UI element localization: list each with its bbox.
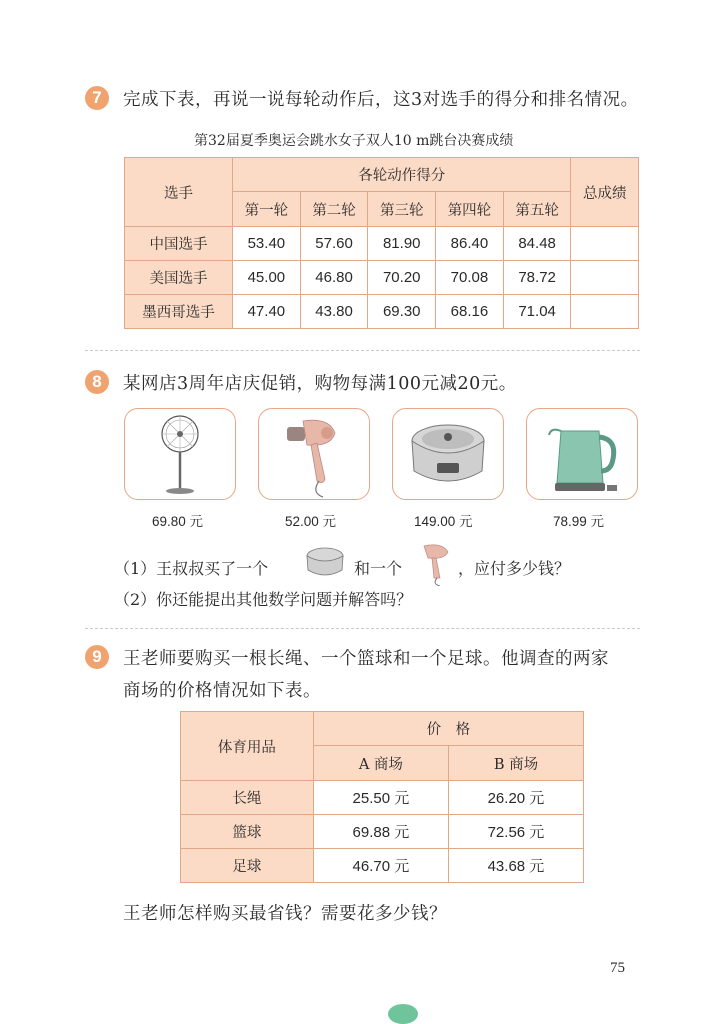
hair-dryer-icon: [420, 540, 454, 586]
player-name: 墨西哥选手: [125, 295, 233, 329]
price-cell: 72.56 元: [448, 815, 583, 849]
question-7-number: 7: [85, 86, 109, 110]
question-9-prompt-line-1: 王老师要购买一根长绳、一个篮球和一个足球。他调查的两家: [123, 649, 609, 669]
score-cell: 69.30: [368, 295, 436, 329]
price-cell: 43.68 元: [448, 849, 583, 883]
sub-question-1-part-a: （1）王叔叔买了一个: [114, 559, 269, 578]
price-cell: 46.70 元: [313, 849, 448, 883]
header-round-scores: 各轮动作得分: [233, 158, 571, 192]
question-8-number: 8: [85, 370, 109, 394]
item-name: 足球: [181, 849, 314, 883]
table-row: [181, 815, 584, 849]
diving-score-table: [124, 157, 639, 329]
table-row: [181, 781, 584, 815]
score-cell: 86.40: [436, 227, 504, 261]
score-cell: 70.20: [368, 261, 436, 295]
total-cell[interactable]: [571, 227, 639, 261]
sub-question-2: （2）你还能提出其他数学问题并解答吗？: [114, 590, 413, 609]
table-row: [181, 849, 584, 883]
header-store-a: A 商场: [313, 746, 448, 781]
product-card-kettle[interactable]: [526, 408, 638, 500]
product-card-rice-cooker[interactable]: [392, 408, 504, 500]
section-divider: [85, 350, 640, 351]
total-cell[interactable]: [571, 295, 639, 329]
product-card-hair-dryer[interactable]: [258, 408, 370, 500]
question-9-number: 9: [85, 645, 109, 669]
header-round-1: 第一轮: [233, 192, 301, 227]
sub-question-1-part-b: 和一个: [354, 559, 403, 578]
header-player: 选手: [125, 158, 233, 227]
score-cell: 45.00: [233, 261, 301, 295]
header-store-b: B 商场: [448, 746, 583, 781]
score-cell: 68.16: [436, 295, 504, 329]
score-cell: 53.40: [233, 227, 301, 261]
score-cell: 84.48: [503, 227, 571, 261]
question-9-final: 王老师怎样购买最省钱？需要花多少钱？: [123, 904, 447, 924]
question-9-prompt-line-2: 商场的价格情况如下表。: [123, 681, 321, 701]
electric-fan-icon: [125, 409, 235, 499]
bottom-decoration: [388, 1004, 418, 1024]
total-cell[interactable]: [571, 261, 639, 295]
question-7-prompt: 完成下表，再说一说每轮动作后，这3对选手的得分和排名情况。: [123, 90, 639, 110]
price-cell: 69.88 元: [313, 815, 448, 849]
header-item: 体育用品: [181, 712, 314, 781]
price-cell: 26.20 元: [448, 781, 583, 815]
header-round-5: 第五轮: [503, 192, 571, 227]
question-8-prompt: 某网店3周年店庆促销，购物每满100元减20元。: [123, 374, 517, 394]
score-cell: 70.08: [436, 261, 504, 295]
section-divider: [85, 628, 640, 629]
score-cell: 57.60: [300, 227, 368, 261]
rice-cooker-icon: [393, 409, 503, 499]
rice-cooker-icon: [303, 544, 347, 580]
header-price: 价 格: [313, 712, 583, 746]
score-cell: 78.72: [503, 261, 571, 295]
table-row: [125, 261, 639, 295]
product-price-kettle: 78.99 元: [553, 514, 605, 529]
score-cell: 71.04: [503, 295, 571, 329]
header-round-4: 第四轮: [436, 192, 504, 227]
header-round-3: 第三轮: [368, 192, 436, 227]
item-name: 篮球: [181, 815, 314, 849]
sub-question-1-part-c: ，应付多少钱？: [458, 559, 571, 578]
score-cell: 43.80: [300, 295, 368, 329]
table-row: [125, 295, 639, 329]
product-card-fan[interactable]: [124, 408, 236, 500]
score-table-title: 第32届夏季奥运会跳水女子双人10 m跳台决赛成绩: [194, 133, 514, 149]
price-comparison-table: [180, 711, 584, 883]
score-cell: 81.90: [368, 227, 436, 261]
header-total: 总成绩: [571, 158, 639, 227]
price-cell: 25.50 元: [313, 781, 448, 815]
score-cell: 46.80: [300, 261, 368, 295]
player-name: 美国选手: [125, 261, 233, 295]
product-price-fan: 69.80 元: [152, 514, 204, 529]
page-number: 75: [610, 960, 625, 976]
electric-kettle-icon: [527, 409, 637, 499]
hair-dryer-icon: [259, 409, 369, 499]
player-name: 中国选手: [125, 227, 233, 261]
product-price-rice-cooker: 149.00 元: [414, 514, 473, 529]
product-price-hair-dryer: 52.00 元: [285, 514, 337, 529]
header-round-2: 第二轮: [300, 192, 368, 227]
table-row: [125, 227, 639, 261]
item-name: 长绳: [181, 781, 314, 815]
score-cell: 47.40: [233, 295, 301, 329]
